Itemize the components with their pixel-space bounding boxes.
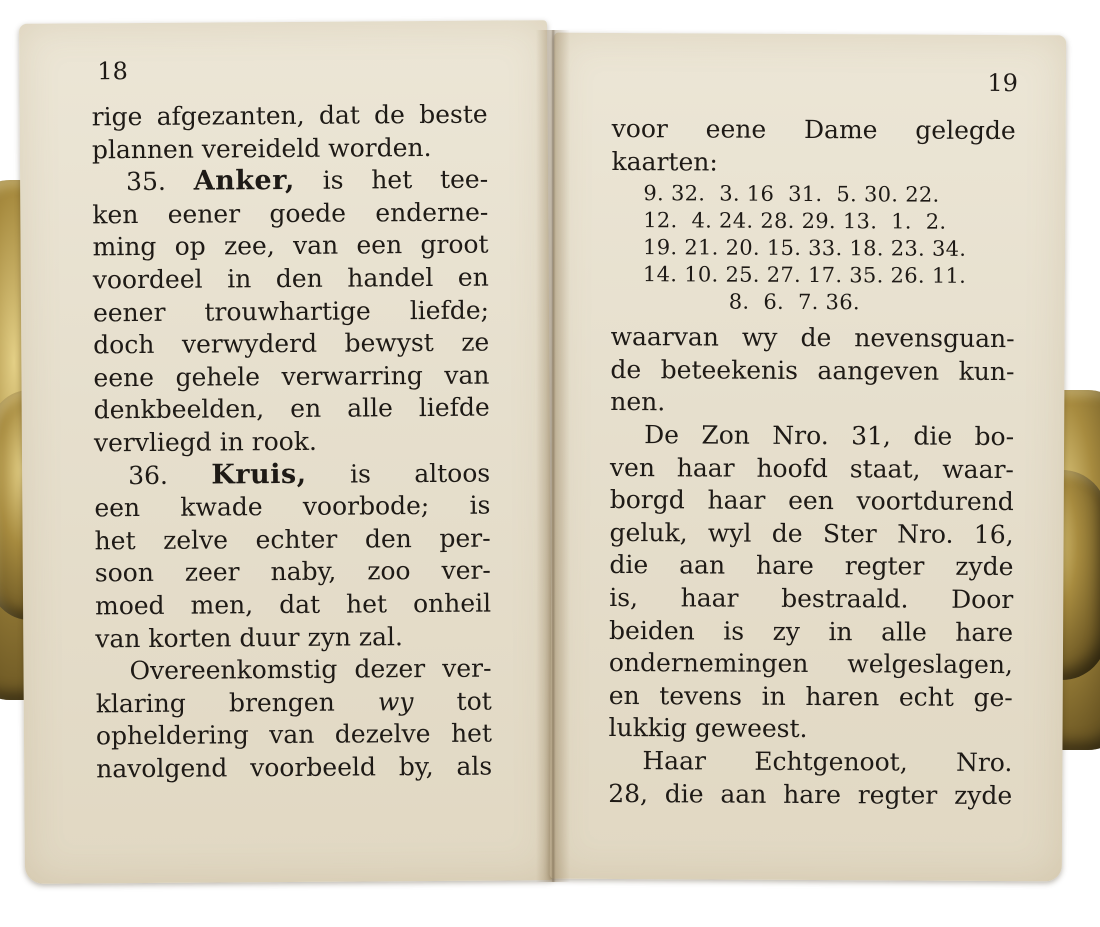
text-line-with-italic: [96, 685, 492, 720]
entry-word-kruis: Kruis,: [211, 458, 307, 491]
text-line: opheldering van dezelve het: [95, 718, 493, 751]
text-line: is, haar bestraald. Door: [609, 582, 1014, 615]
book-gutter: [536, 30, 570, 882]
text-line: navolgend voorbeeld by, als: [96, 751, 493, 784]
text-line: een kwade voorbode; is: [94, 490, 491, 523]
text-line: voor eene Dame gelegde: [611, 113, 1016, 146]
entry-kruis: [94, 457, 490, 492]
text-line: plannen vereideld worden.: [91, 132, 432, 164]
text-line: van korten duur zyn zal.: [95, 621, 403, 653]
text-line: en tevens in haren echt ge-: [608, 680, 1013, 712]
card-number-grid: [611, 180, 1016, 317]
left-page: [19, 20, 553, 884]
card-row: 9. 32. 3. 16 31. 5. 30. 22.: [643, 181, 940, 207]
text-line: borgd haar een voortdurend: [609, 485, 1014, 517]
text-line: kaarten:: [611, 146, 718, 177]
right-page-text: [608, 113, 1016, 812]
card-row: 8. 6. 7. 36.: [728, 289, 860, 315]
text-line: beiden is zy in alle hare: [609, 615, 1014, 647]
text-line: geluk, wyl de Ster Nro. 16,: [609, 517, 1014, 549]
text-line: eene gehele verwarring van: [93, 360, 490, 393]
text-line: het zelve echter den per-: [94, 523, 491, 556]
text-fragment: klaring brengen: [95, 687, 335, 719]
entry-anker: [92, 164, 488, 199]
text-line: vervliegd in rook.: [93, 426, 317, 458]
text-line: die aan hare regter zyde: [609, 550, 1014, 582]
page-number-right: 19: [987, 68, 1019, 98]
text-line: eener trouwhartige liefde;: [92, 295, 490, 327]
page-number-left: 18: [97, 57, 128, 86]
text-line: 28, die aan hare regter zyde: [608, 778, 1013, 810]
right-page: [550, 33, 1066, 882]
card-row: 19. 21. 20. 15. 33. 18. 23. 34.: [643, 235, 967, 262]
entry-number: 36.: [128, 460, 169, 490]
entry-number: 35.: [126, 167, 166, 197]
italic-word: wy: [377, 686, 414, 717]
text-line: lukkig geweest.: [608, 713, 808, 744]
text-line: denkbeelden, en alle liefde: [93, 392, 490, 425]
text-line: de beteekenis aangeven kun-: [610, 354, 1015, 386]
text-line: soon zeer naby, zoo ver-: [94, 555, 491, 588]
text-line: Overeenkomstig dezer ver-: [129, 653, 492, 686]
text-line: ondernemingen welgeslagen,: [608, 648, 1013, 680]
text-line: moed men, dat het onheil: [94, 588, 492, 621]
text-fragment: tot: [456, 686, 492, 716]
text-line: Haar Echtgenoot, Nro.: [642, 746, 1013, 777]
text-line: doch verwyderd bewyst ze: [93, 327, 490, 360]
text-line: De Zon Nro. 31, die bo-: [644, 420, 1015, 452]
card-row: 12. 4. 24. 28. 29. 13. 1. 2.: [643, 208, 947, 234]
text-line: is altoos: [349, 458, 491, 489]
text-line: voordeel in den handel en: [92, 262, 489, 295]
text-line: rige afgezanten, dat de beste: [91, 99, 488, 132]
text-line: nen.: [610, 387, 666, 417]
entry-word-anker: Anker,: [193, 165, 295, 197]
text-line: is het tee-: [322, 164, 489, 195]
card-row: 14. 10. 25. 27. 17. 35. 26. 11.: [642, 262, 967, 289]
text-line: ven haar hoofd staat, waar-: [609, 452, 1015, 484]
left-page-text: [92, 99, 493, 786]
text-line: ming op zee, van een groot: [92, 229, 489, 262]
text-line: waarvan wy de nevensguan-: [610, 322, 1015, 354]
text-line: ken eener goede enderne-: [92, 197, 489, 230]
